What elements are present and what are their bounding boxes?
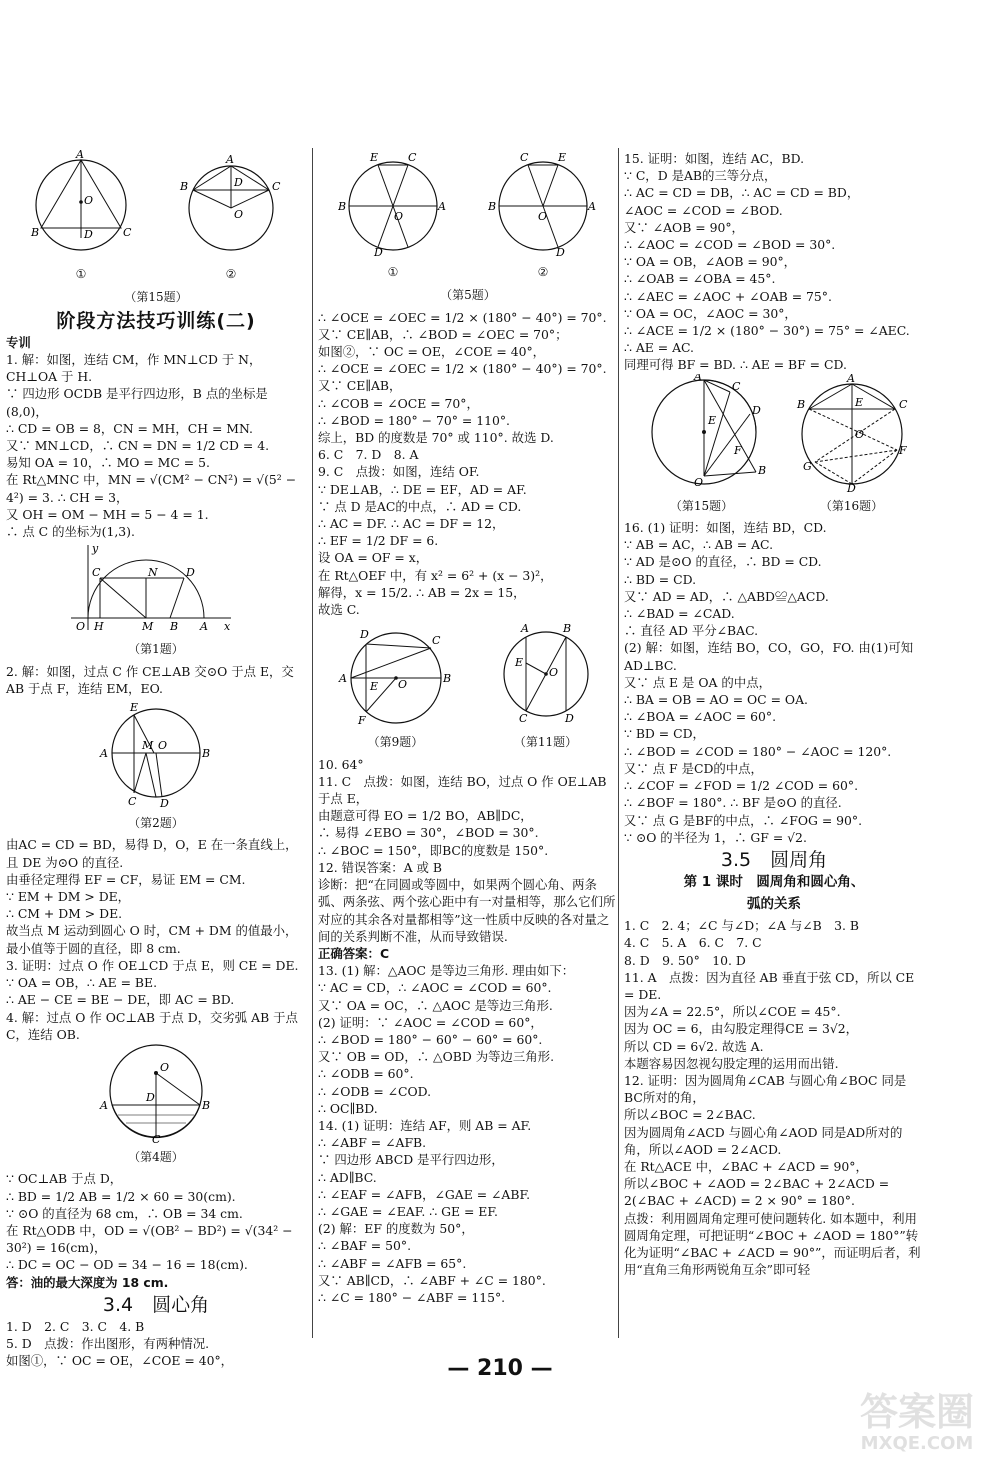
svg-text:A: A <box>100 747 108 761</box>
figure-5-caption: （第5题） <box>440 288 496 303</box>
q2b-line: ∴ CM + DM > DE. <box>6 906 123 922</box>
watermark-logo <box>842 1391 992 1461</box>
svg-text:C: C <box>92 566 101 580</box>
q16-line: (2) 解：如图，连结 BO，CO，GO，FO. 由(1)可知 AD⊥BC. <box>624 640 914 673</box>
svg-text:D: D <box>564 712 574 726</box>
svg-text:F: F <box>357 714 366 728</box>
q4b-line: ∴ DC = OC − OD = 34 − 16 = 18(cm). <box>6 1257 248 1273</box>
svg-text:A: A <box>520 622 529 636</box>
svg-text:M: M <box>142 620 154 634</box>
figure-5-1-label: ① <box>387 265 399 280</box>
svg-text:A: A <box>693 373 702 383</box>
svg-text:O: O <box>854 427 864 441</box>
sec35-line: 12. 证明：因为圆周角∠CAB 与圆心角∠BOC 同是BC所对的角， <box>624 1072 907 1106</box>
sec34-line: 1. D 2. C 3. C 4. B <box>6 1318 145 1334</box>
svg-text:B: B <box>180 180 189 193</box>
sec35-line: 4. C 5. A 6. C 7. C <box>624 935 762 951</box>
q13-line: 又∵ OB = OD，∴ △OBD 为等边三角形. <box>318 1049 555 1065</box>
svg-text:C: C <box>272 180 281 193</box>
q1-line: 在 Rt△MNC 中，MN = √(CM² − CN²) = √(5² − 4²) = 3. ∴ CH = 3， <box>6 472 297 505</box>
q16-line: ∴ ∠BOD = ∠COD = 180° − ∠AOC = 120°. <box>624 743 892 759</box>
figure-15-2 <box>176 150 286 287</box>
svg-text:D: D <box>359 628 369 642</box>
q16-line: ∵ ⊙O 的半径为 1，∴ GF = √2. <box>624 829 807 845</box>
svg-text:O: O <box>693 475 703 489</box>
stage-title: 阶段方法技巧训练(二) <box>56 309 256 332</box>
figure-9-caption: （第9题） <box>367 735 424 750</box>
column-3 <box>624 150 924 1278</box>
svg-text:C: C <box>898 397 907 411</box>
svg-text:B: B <box>202 747 211 761</box>
q14-line: 14. (1) 证明：连结 AF，则 AB = AF. <box>318 1117 532 1133</box>
svg-text:C: C <box>520 151 529 164</box>
q15-line: ∴ ∠OAB = ∠OBA = 45°. <box>624 271 776 287</box>
column-divider-2 <box>618 148 619 1338</box>
svg-text:M: M <box>142 739 154 753</box>
svg-text:O: O <box>394 210 404 223</box>
q5-line: ∴ ∠OCE = ∠OEC = 1/2 × (180° − 40°) = 70°. <box>318 361 607 377</box>
svg-text:C: C <box>123 226 132 239</box>
svg-text:B: B <box>338 200 347 213</box>
q12-line: 12. 错误答案：A 或 B <box>318 859 442 875</box>
q10-line: 10. 64° <box>318 756 364 772</box>
q16-line: ∴ ∠BOF = 180°. ∴ BF 是⊙O 的直径. <box>624 795 842 811</box>
svg-text:C: C <box>408 151 417 164</box>
column-2 <box>318 150 618 1306</box>
q16-line: ∴ BD = CD. <box>624 571 697 587</box>
figure-5-1-svg <box>338 150 448 258</box>
svg-text:O: O <box>397 678 407 692</box>
svg-text:x: x <box>224 620 231 634</box>
q1-line: ∴ CD = OB = 8，CN = MH，CH = MN. <box>6 420 253 436</box>
q14-line: ∴ ∠C = 180° − ∠ABF = 115°. <box>318 1289 506 1305</box>
svg-text:A: A <box>338 672 347 686</box>
svg-text:A: A <box>588 200 596 213</box>
q13-line: 13. (1) 解：△AOC 是等边三角形. 理由如下： <box>318 963 575 979</box>
q14-line: ∴ ∠EAF = ∠AFB，∠GAE = ∠ABF. <box>318 1186 531 1202</box>
q11-line: 由题意可得 EO = 1/2 BO，AB∥DC， <box>318 808 533 824</box>
svg-text:C: C <box>731 379 740 393</box>
svg-text:B: B <box>31 226 40 239</box>
q13-line: ∴ ∠ODB = 60°. <box>318 1066 414 1082</box>
svg-text:G: G <box>802 459 812 473</box>
q16-line: 又∵ AD = AD，∴ △ABD≌△ACD. <box>624 588 829 604</box>
figure-15-right-svg <box>632 374 772 492</box>
svg-text:F: F <box>733 443 742 457</box>
figure-11-caption: （第11题） <box>513 735 578 750</box>
figure-1-svg <box>66 540 236 635</box>
q15-line: ∵ C，D 是AB的三等分点， <box>624 168 777 184</box>
q5-line: ∴ ∠BOD = 180° − 70° = 110°. <box>318 412 511 428</box>
q5-line: 综上，BD 的度数是 70° 或 110°. 故选 D. <box>318 430 554 446</box>
figure-2 <box>6 697 306 813</box>
svg-text:A: A <box>76 150 84 161</box>
svg-text:O: O <box>158 739 168 753</box>
sec35-line: 11. A 点拨：因为直径 AB 垂直于弦 CD，所以 CE = DE. <box>624 969 915 1002</box>
svg-text:A: A <box>226 153 234 166</box>
q13-line: ∵ AC = CD，∴ ∠AOC = ∠COD = 60°. <box>318 980 552 996</box>
svg-text:B: B <box>170 620 179 634</box>
sec35-line: 在 Rt△ACE 中，∠BAC + ∠ACD = 90°， <box>624 1158 868 1174</box>
q15-line: ∴ AE = AC. <box>624 340 694 356</box>
figure-1-caption: （第1题） <box>128 642 184 657</box>
q9-line: 在 Rt△OEF 中，有 x² = 6² + (x − 3)²， <box>318 567 553 583</box>
svg-text:E: E <box>707 413 716 427</box>
q2b-line: ∵ EM + DM > DE， <box>6 889 131 905</box>
q4b-line: ∴ BD = 1/2 AB = 1/2 × 60 = 30(cm). <box>6 1188 236 1204</box>
svg-text:F: F <box>898 443 907 457</box>
q15-line: ∵ OA = OB，∠AOB = 90°， <box>624 254 797 270</box>
q15-line: ∴ ∠AOC = ∠COD = ∠BOD = 30°. <box>624 237 836 253</box>
q3-line: ∵ OA = OB，∴ AE = BE. <box>6 975 158 991</box>
sec35-line: 因为∠A = 22.5°，所以∠COE = 45°. <box>624 1004 841 1020</box>
q9-line: ∵ DE⊥AB，∴ DE = EF，AD = AF. <box>318 481 527 497</box>
section-3-5-title: 3.5 圆周角 <box>720 848 828 871</box>
sec35-line: 8. D 9. 50° 10. D <box>624 952 746 968</box>
svg-text:O: O <box>160 1060 170 1074</box>
q14-line: 又∵ AB∥CD，∴ ∠ABF + ∠C = 180°. <box>318 1272 546 1288</box>
q5-line: 又∵ CE∥AB，∴ ∠BOD = ∠OEC = 70°； <box>318 326 568 342</box>
sec34-line: 5. D 点拨：作出图形，有两种情况. <box>6 1336 210 1352</box>
q12-diagnosis: 诊断：把“在同圆或等圆中，如果两个圆心角、两条弧、两条弦、两个弦心距中有一对量相等，那么它们所对应的其余各对量都相等”这一性质中反映的各对量之间的关系判断不准，从而导致错误. <box>318 877 616 944</box>
sec35-tip: 点拨：利用圆周角定理可使问题转化. 如本题中，利用圆周角定理，可把证明“∠BOC + ∠AOD = 180°”转化为证明“∠BAC + ∠ACD = 90°”，而证明后者，利用“直角三角形两锐角互余”即可轻 <box>624 1210 921 1278</box>
q15-line: 同理可得 BF = BD. ∴ AE = BF = CD. <box>624 357 847 373</box>
figure-15-1 <box>26 150 136 287</box>
figure-11-svg <box>491 618 601 728</box>
svg-text:D: D <box>234 176 243 189</box>
q13-line: (2) 证明：∵ ∠AOC = ∠COD = 60°， <box>318 1014 543 1030</box>
figure-16-svg <box>787 374 917 492</box>
page-number: — 210 — <box>447 1356 553 1381</box>
figure-15-caption: （第15题） <box>124 290 188 305</box>
q16-line: ∵ BD = CD， <box>624 726 705 742</box>
svg-text:B: B <box>562 622 571 636</box>
figure-15-16 <box>624 374 924 519</box>
svg-text:D: D <box>186 566 195 580</box>
q5-line: ∴ ∠OCE = ∠OEC = 1/2 × (180° − 40°) = 70°. <box>318 309 607 325</box>
q1-line: 又 OH = OM − MH = 5 − 4 = 1. <box>6 506 209 522</box>
lesson-title-line-1: 第 1 课时 圆周角和圆心角、 <box>683 874 865 891</box>
q9-line: ∵ 点 D 是AC的中点，∴ AD = CD. <box>318 498 522 514</box>
q15-line: ∴ ∠AEC = ∠AOC + ∠OAB = 75°. <box>624 288 832 304</box>
q4-line: 4. 解：过点 O 作 OC⊥AB 于点 D，交劣弧 AB 于点 C，连结 OB. <box>6 1009 298 1042</box>
q1-line: 又∵ MN⊥CD，∴ CN = DN = 1/2 CD = 4. <box>6 438 270 454</box>
svg-text:C: C <box>128 795 137 809</box>
figure-5-2-svg <box>488 150 598 258</box>
svg-text:A: A <box>846 373 855 385</box>
svg-text:H: H <box>94 620 104 634</box>
q15-line: ∠AOC = ∠COD = ∠BOD. <box>624 202 783 218</box>
column-divider-1 <box>312 148 313 1338</box>
figure-9-svg <box>336 624 456 728</box>
figure-15-2-label: ② <box>225 267 237 282</box>
svg-text:D: D <box>751 403 761 417</box>
watermark-line-1: 答案圈 <box>859 1390 974 1434</box>
q4b-answer: 答：油的最大深度为 18 cm. <box>6 1274 169 1290</box>
q15-line: 15. 证明：如图，连结 AC，BD. <box>624 151 805 166</box>
q6-8-line: 6. C 7. D 8. A <box>318 447 419 463</box>
q1-line: 易知 OA = 10，∴ MO = MC = 5. <box>6 455 210 471</box>
svg-text:A: A <box>100 1098 108 1112</box>
column-1 <box>6 150 306 1370</box>
sec34-line: 如图①，∵ OC = OE，∠COE = 40°， <box>6 1353 234 1369</box>
q9-line: ∴ AC = DF. ∴ AC = DF = 12， <box>318 516 505 532</box>
svg-text:O: O <box>548 666 558 680</box>
q16-line: ∴ ∠BOA = ∠AOC = 60°. <box>624 709 777 725</box>
figure-4 <box>6 1043 306 1147</box>
svg-text:B: B <box>796 397 805 411</box>
q16-line: ∴ ∠COF = ∠FOD = 1/2 ∠COD = 60°. <box>624 778 859 794</box>
svg-text:E: E <box>514 656 523 670</box>
svg-text:A: A <box>438 200 446 213</box>
sec35-line: 因为圆周角∠ACD 与圆心角∠AOD 同是AD所对的角，所以∠AOD = 2∠ACD. <box>624 1124 903 1157</box>
svg-text:O: O <box>234 208 244 221</box>
svg-text:E: E <box>369 680 378 694</box>
q2b-line: 由AC = CD = BD，易得 D，O，E 在一条直线上，且 DE 为⊙O 的直径. <box>6 837 298 870</box>
q14-line: ∴ ∠ABF = ∠AFB. <box>318 1135 427 1151</box>
figure-2-svg <box>96 697 216 809</box>
q11-line: ∴ 易得 ∠EBO = 30°，∠BOD = 30°. <box>318 825 539 841</box>
q2-line: 2. 解：如图，过点 C 作 CE⊥AB 交⊙O 于点 E，交 AB 于点 F，连结 EM，EO. <box>6 663 294 696</box>
q15-line: ∵ OA = OC，∠AOC = 30°， <box>624 305 797 321</box>
q9-line: 9. C 点拨：如图，连结 OF. <box>318 464 480 480</box>
sec35-line: 因为 OC = 6，由勾股定理得CE = 3√2， <box>624 1021 859 1037</box>
q14-line: ∴ ∠BAF = 50°. <box>318 1238 412 1254</box>
svg-text:E: E <box>130 701 139 715</box>
svg-text:B: B <box>757 463 766 477</box>
q16-line: 16. (1) 证明：如图，连结 BD，CD. <box>624 520 827 536</box>
sec35-line: 所以∠BOC = 2∠BAC. <box>624 1107 756 1123</box>
q9-line: 故选 C. <box>318 602 360 618</box>
lesson-title-line-2: 弧的关系 <box>747 896 801 913</box>
svg-text:D: D <box>160 797 169 810</box>
figure-1 <box>6 540 306 639</box>
q15-line: ∴ AC = CD = DB，∴ AC = CD = BD， <box>624 185 860 201</box>
q4b-line: ∵ ⊙O 的直径为 68 cm，∴ OB = 34 cm. <box>6 1205 243 1221</box>
svg-text:D: D <box>84 228 93 241</box>
figure-5-2-label: ② <box>537 265 549 280</box>
q2b-line: 故当点 M 运动到圆心 O 时，CM + DM 的值最小，最小值等于圆的直径，即 8 cm. <box>6 923 298 956</box>
q13-line: ∴ OC∥BD. <box>318 1100 378 1116</box>
q16-line: 又∵ 点 G 是BF的中点，∴ ∠FOG = 90°. <box>624 812 863 828</box>
svg-text:B: B <box>488 200 497 213</box>
q9-line: 解得，x = 15/2. ∴ AB = 2x = 15， <box>318 584 526 600</box>
figure-11 <box>491 618 601 755</box>
figure-4-svg <box>96 1043 216 1143</box>
q15-line: ∴ ∠ACE = 1/2 × (180° − 30°) = 75° = ∠AEC. <box>624 323 910 339</box>
q4b-line: ∵ OC⊥AB 于点 D， <box>6 1171 123 1187</box>
figure-15-1-svg <box>26 150 136 260</box>
q15-line: 又∵ ∠AOB = 90°， <box>624 219 744 235</box>
svg-text:B: B <box>442 672 451 686</box>
sec35-line: 1. C 2. 4；∠C 与∠D；∠A 与∠B 3. B <box>624 918 859 934</box>
q13-line: ∴ ∠ODB = ∠COD. <box>318 1083 432 1099</box>
figure-5-2 <box>488 150 598 285</box>
svg-text:E: E <box>558 151 567 164</box>
svg-text:y: y <box>92 542 99 556</box>
q9-line: ∴ EF = 1/2 DF = 6. <box>318 533 439 549</box>
zhuanxun-label: 专训 <box>6 334 31 350</box>
figure-5-1 <box>338 150 448 285</box>
q16-line: 又∵ 点 E 是 OA 的中点， <box>624 674 771 690</box>
figure-15-right <box>632 374 772 519</box>
svg-text:O: O <box>76 620 86 634</box>
q13-line: ∴ ∠BOD = 180° − 60° − 60° = 60°. <box>318 1031 543 1047</box>
q3-line: 3. 证明：过点 O 作 OE⊥CD 于点 E，则 CE = DE. <box>6 957 299 973</box>
svg-text:D: D <box>146 1090 155 1104</box>
svg-text:O: O <box>84 194 94 207</box>
q14-line: ∴ ∠GAE = ∠EAF. ∴ GE = EF. <box>318 1203 498 1219</box>
q14-line: ∵ 四边形 ABCD 是平行四边形， <box>318 1152 504 1168</box>
svg-text:C: C <box>431 634 440 648</box>
svg-text:D: D <box>374 246 383 258</box>
q13-line: 又∵ OA = OC，∴ △AOC 是等边三角形. <box>318 997 553 1013</box>
q9-line: 设 OA = OF = x， <box>318 550 429 566</box>
section-3-4-title: 3.4 圆心角 <box>102 1293 210 1316</box>
figure-15-1-label: ① <box>75 267 87 282</box>
figure-4-caption: （第4题） <box>128 1150 184 1165</box>
svg-text:C: C <box>152 1132 161 1143</box>
q14-line: (2) 解：EF 的度数为 50°， <box>318 1221 474 1237</box>
svg-text:B: B <box>202 1098 211 1112</box>
figure-16-caption: （第16题） <box>819 498 884 513</box>
q14-line: ∴ AD∥BC. <box>318 1169 377 1185</box>
q16-line: ∴ BA = OB = AO = OC = OA. <box>624 692 808 708</box>
figure-5 <box>318 150 618 285</box>
q1-line: 1. 解：如图，连结 CM，作 MN⊥CD 于 N，CH⊥OA 于 H. <box>6 352 262 385</box>
q16-line: 又∵ 点 F 是CD的中点， <box>624 760 763 776</box>
q14-line: ∴ ∠ABF = ∠AFB = 65°. <box>318 1255 467 1271</box>
q5-line: ∴ ∠COB = ∠OCE = 70°， <box>318 395 479 411</box>
sec35-line: 所以∠BOC + ∠AOD = 2∠BAC + 2∠ACD = 2(∠BAC + ∠ACD) = 2 × 90° = 180°. <box>624 1176 890 1209</box>
svg-text:D: D <box>846 481 856 492</box>
figure-2-caption: （第2题） <box>128 816 184 831</box>
q2b-line: 由垂径定理得 EF = CF，易证 EM = CM. <box>6 871 246 887</box>
q3-line: ∴ AE − CE = BE − DE，即 AC = BD. <box>6 992 235 1008</box>
q5-line: 又∵ CE∥AB， <box>318 378 402 394</box>
watermark-line-2: MXQE.COM <box>860 1433 974 1454</box>
q5-line: 如图②，∵ OC = OE，∠COE = 40°， <box>318 344 546 360</box>
figure-16 <box>787 374 917 519</box>
sec35-line: 本题容易因忽视勾股定理的运用而出错. <box>624 1055 839 1071</box>
q12-answer: 正确答案：C <box>318 945 390 961</box>
svg-text:E: E <box>370 151 379 164</box>
figure-9-11 <box>318 618 618 755</box>
figure-15-2-svg <box>176 150 286 260</box>
figure-9 <box>336 624 456 755</box>
q16-line: ∴ ∠BAD = ∠CAD. <box>624 606 735 622</box>
q4b-line: 在 Rt△ODB 中，OD = √(OB² − BD²) = √(34² − 30²) = 16(cm)， <box>6 1222 293 1256</box>
svg-text:A: A <box>200 620 208 634</box>
q1-line: ∴ 点 C 的坐标为(1,3). <box>6 524 135 540</box>
q11-line: 11. C 点拨：如图，连结 BO，过点 O 作 OE⊥AB 于点 E， <box>318 773 607 807</box>
q16-line: ∵ AD 是⊙O 的直径，∴ BD = CD. <box>624 554 822 570</box>
svg-text:E: E <box>854 395 863 409</box>
figure-15-right-caption: （第15题） <box>669 498 734 513</box>
sec35-line: 所以 CD = 6√2. 故选 A. <box>624 1038 764 1054</box>
q16-line: ∵ AB = AC，∴ AB = AC. <box>624 537 774 553</box>
q11-line: ∴ ∠BOC = 150°，即BC的度数是 150°. <box>318 842 549 858</box>
svg-text:D: D <box>556 246 565 258</box>
q1-line: ∵ 四边形 OCDB 是平行四边形，B 点的坐标是(8,0)， <box>6 386 268 419</box>
svg-text:N: N <box>148 566 158 580</box>
svg-text:C: C <box>518 712 527 726</box>
figure-15-left <box>6 150 306 287</box>
svg-text:O: O <box>538 210 548 223</box>
q16-line: ∴ 直径 AD 平分∠BAC. <box>624 623 759 639</box>
